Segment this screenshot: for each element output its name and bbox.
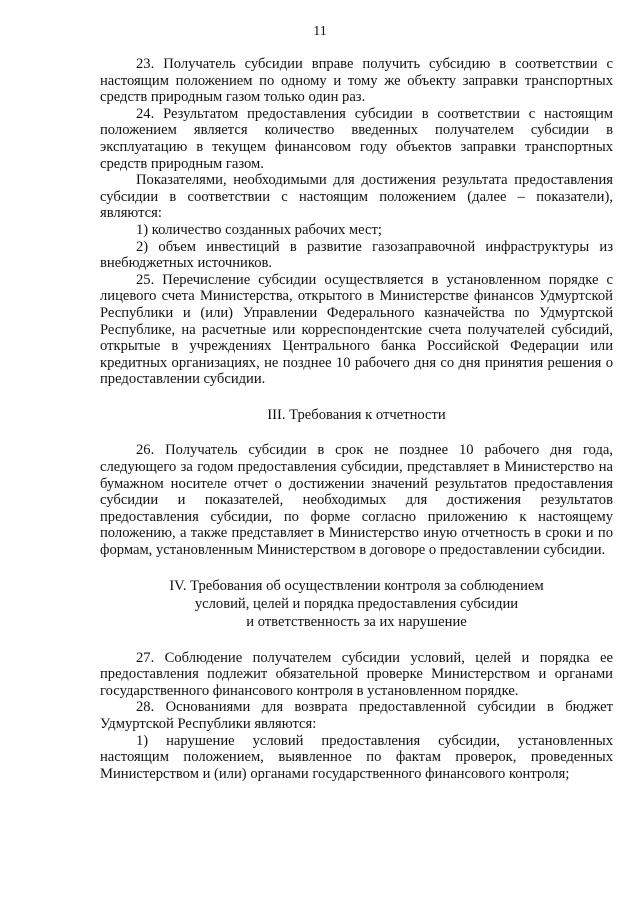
paragraph-28-item-1: 1) нарушение условий предоставления субсидии, установленных настоящим положением, выявленное по фактам проверок, проведенных Министерством и (или) органами государственного финансового контроля; [100, 732, 613, 782]
paragraph-25: 25. Перечисление субсидии осуществляется в установленном порядке с лицевого счета Министерства, открытого в Министерстве финансов Удмуртской Республики и (или) Управлении Федерального казначейства по Удмуртской Республике, на расчетные или корреспондентские счета получателей субсидий, открытые в учреждениях Центрального банка Российской Федерации или кредитных организациях, не позднее 10 рабочего дня со дня принятия решения о предоставлении субсидии. [100, 271, 613, 388]
paragraph-28: 28. Основаниями для возврата предоставленной субсидии в бюджет Удмуртской Республики являются: [100, 699, 613, 732]
section-4-heading-line-2: условий, целей и порядка предоставления субсидии [194, 595, 519, 612]
section-4-heading [100, 577, 613, 631]
paragraph-24: 24. Результатом предоставления субсидии в соответствии с настоящим положением является количество введенных получателем субсидии в эксплуатацию в текущем финансовом году объектов заправки транспортных средств природным газом. [100, 105, 613, 172]
paragraph-24-indicators: Показателями, необходимыми для достижения результата предоставления субсидии в соответствии с настоящим положением (далее – показатели), являются: [100, 172, 613, 222]
paragraph-23: 23. Получатель субсидии вправе получить субсидию в соответствии с настоящим положением по одному и тому же объекту заправки транспортных средств природным газом только один раз. [100, 56, 613, 106]
paragraph-24-item-2: 2) объем инвестиций в развитие газозаправочной инфраструктуры из внебюджетных источников. [100, 238, 613, 272]
section-4-heading-line-1: IV. Требования об осуществлении контроля за соблюдением [169, 577, 544, 594]
paragraph-24-item-1: 1) количество созданных рабочих мест; [136, 221, 382, 238]
document-body [100, 56, 613, 782]
paragraph-27: 27. Соблюдение получателем субсидии условий, целей и порядка ее предоставления подлежит обязательной проверке Министерством и органами государственного финансового контроля в установленном порядке. [100, 649, 613, 699]
paragraph-26: 26. Получатель субсидии в срок не позднее 10 рабочего дня года, следующего за годом предоставления субсидии, представляет в Министерство на бумажном носителе отчет о достижении значений результатов предоставления субсидии и показателей, необходимых для достижения результатов предоставления субсидии, по форме согласно приложению к настоящему положению, а также представляет в Министерство иную отчетность в сроки и по формам, установленным Министерством в договоре о предоставлении субсидии. [100, 442, 613, 559]
page-number: 11 [313, 24, 327, 39]
section-3-heading: III. Требования к отчетности [267, 406, 446, 423]
section-4-heading-line-3: и ответственность за их нарушение [246, 613, 467, 630]
